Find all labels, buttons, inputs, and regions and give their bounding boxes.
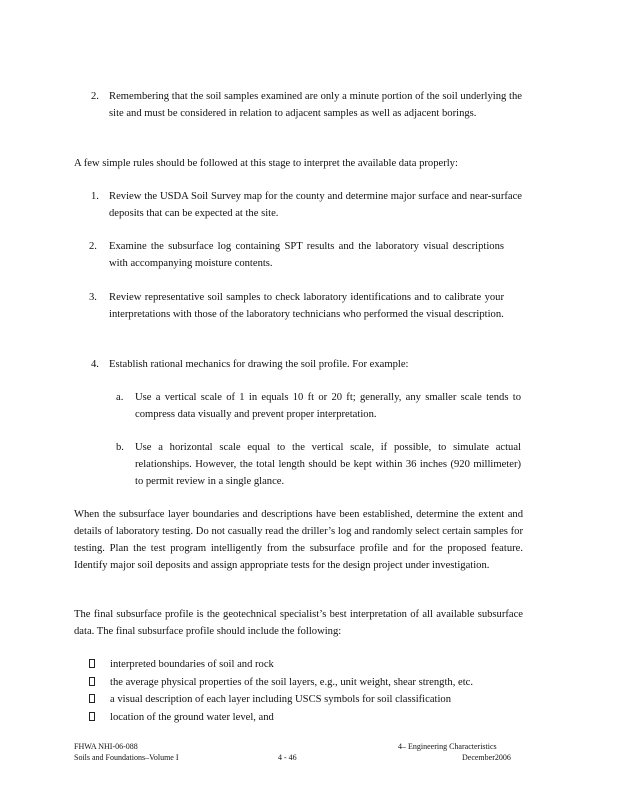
final-profile-paragraph: The final subsurface profile is the geotechnical specialist’s best interpretation of all available subsurface data. The final subsurface profile should include the following: <box>74 609 523 637</box>
lab-testing-paragraph: When the subsurface layer boundaries and descriptions have been established, determine the extent and details of laboratory testing. Do not casually read the driller’s log and randomly select certain samples for testing. Plan the test program intelligently from the subsurface profile and for the proposed feature. Identify major soil deposits and assign appropriate tests for the design project under investigation. <box>74 509 523 571</box>
intro-item-text: Remembering that the soil samples examined are only a minute portion of the soil underlying the site and must be considered in relation to adjacent samples as well as adjacent borings. <box>109 91 522 119</box>
footer-doc-id: FHWA NHI-06-088 <box>74 742 138 751</box>
list-item-text: the average physical properties of the soil layers, e.g., unit weight, shear strength, etc. <box>110 677 474 688</box>
list-item <box>89 709 529 726</box>
rule-text: Establish rational mechanics for drawing the soil profile. For example: <box>109 359 409 370</box>
list-item <box>89 656 529 673</box>
list-item <box>89 674 529 691</box>
bullet-box-icon <box>89 694 95 703</box>
footer-page-number: 4 - 46 <box>278 753 297 762</box>
rules-intro: A few simple rules should be followed at this stage to interpret the available data properly: <box>74 158 458 169</box>
list-item <box>89 691 529 708</box>
footer-date: December2006 <box>462 753 511 762</box>
subrule-text: Use a horizontal scale equal to the vertical scale, if possible, to simulate actual relationships. However, the total length should be kept within 36 inches (920 millimeter) to permit review in a single glance. <box>135 442 521 487</box>
subrule-text: Use a vertical scale of 1 in equals 10 ft or 20 ft; generally, any smaller scale tends to compress data visually and prevent proper interpretation. <box>135 392 521 420</box>
list-item-text: interpreted boundaries of soil and rock <box>110 659 274 670</box>
footer-chapter: 4– Engineering Characteristics <box>398 742 497 751</box>
list-item-text: a visual description of each layer including USCS symbols for soil classification <box>110 694 451 705</box>
rule-text: Review the USDA Soil Survey map for the county and determine major surface and near-surface deposits that can be expected at the site. <box>109 191 522 219</box>
bullet-box-icon <box>89 712 95 721</box>
rule-number: 1. <box>91 191 99 202</box>
bullet-box-icon <box>89 659 95 668</box>
list-item-text: location of the ground water level, and <box>110 712 274 723</box>
rule-number: 3. <box>89 292 97 303</box>
intro-item-number: 2. <box>91 91 99 102</box>
rule-text: Examine the subsurface log containing SPT results and the laboratory visual descriptions with accompanying moisture contents. <box>109 241 504 269</box>
subrule-letter: a. <box>116 392 124 403</box>
rule-text: Review representative soil samples to check laboratory identifications and to calibrate your interpretations with those of the laboratory technicians who performed the visual description. <box>109 292 504 320</box>
footer-doc-title: Soils and Foundations–Volume I <box>74 753 179 762</box>
bullet-box-icon <box>89 677 95 686</box>
rule-number: 2. <box>89 241 97 252</box>
subrule-letter: b. <box>116 442 124 453</box>
rule-number: 4. <box>91 359 99 370</box>
